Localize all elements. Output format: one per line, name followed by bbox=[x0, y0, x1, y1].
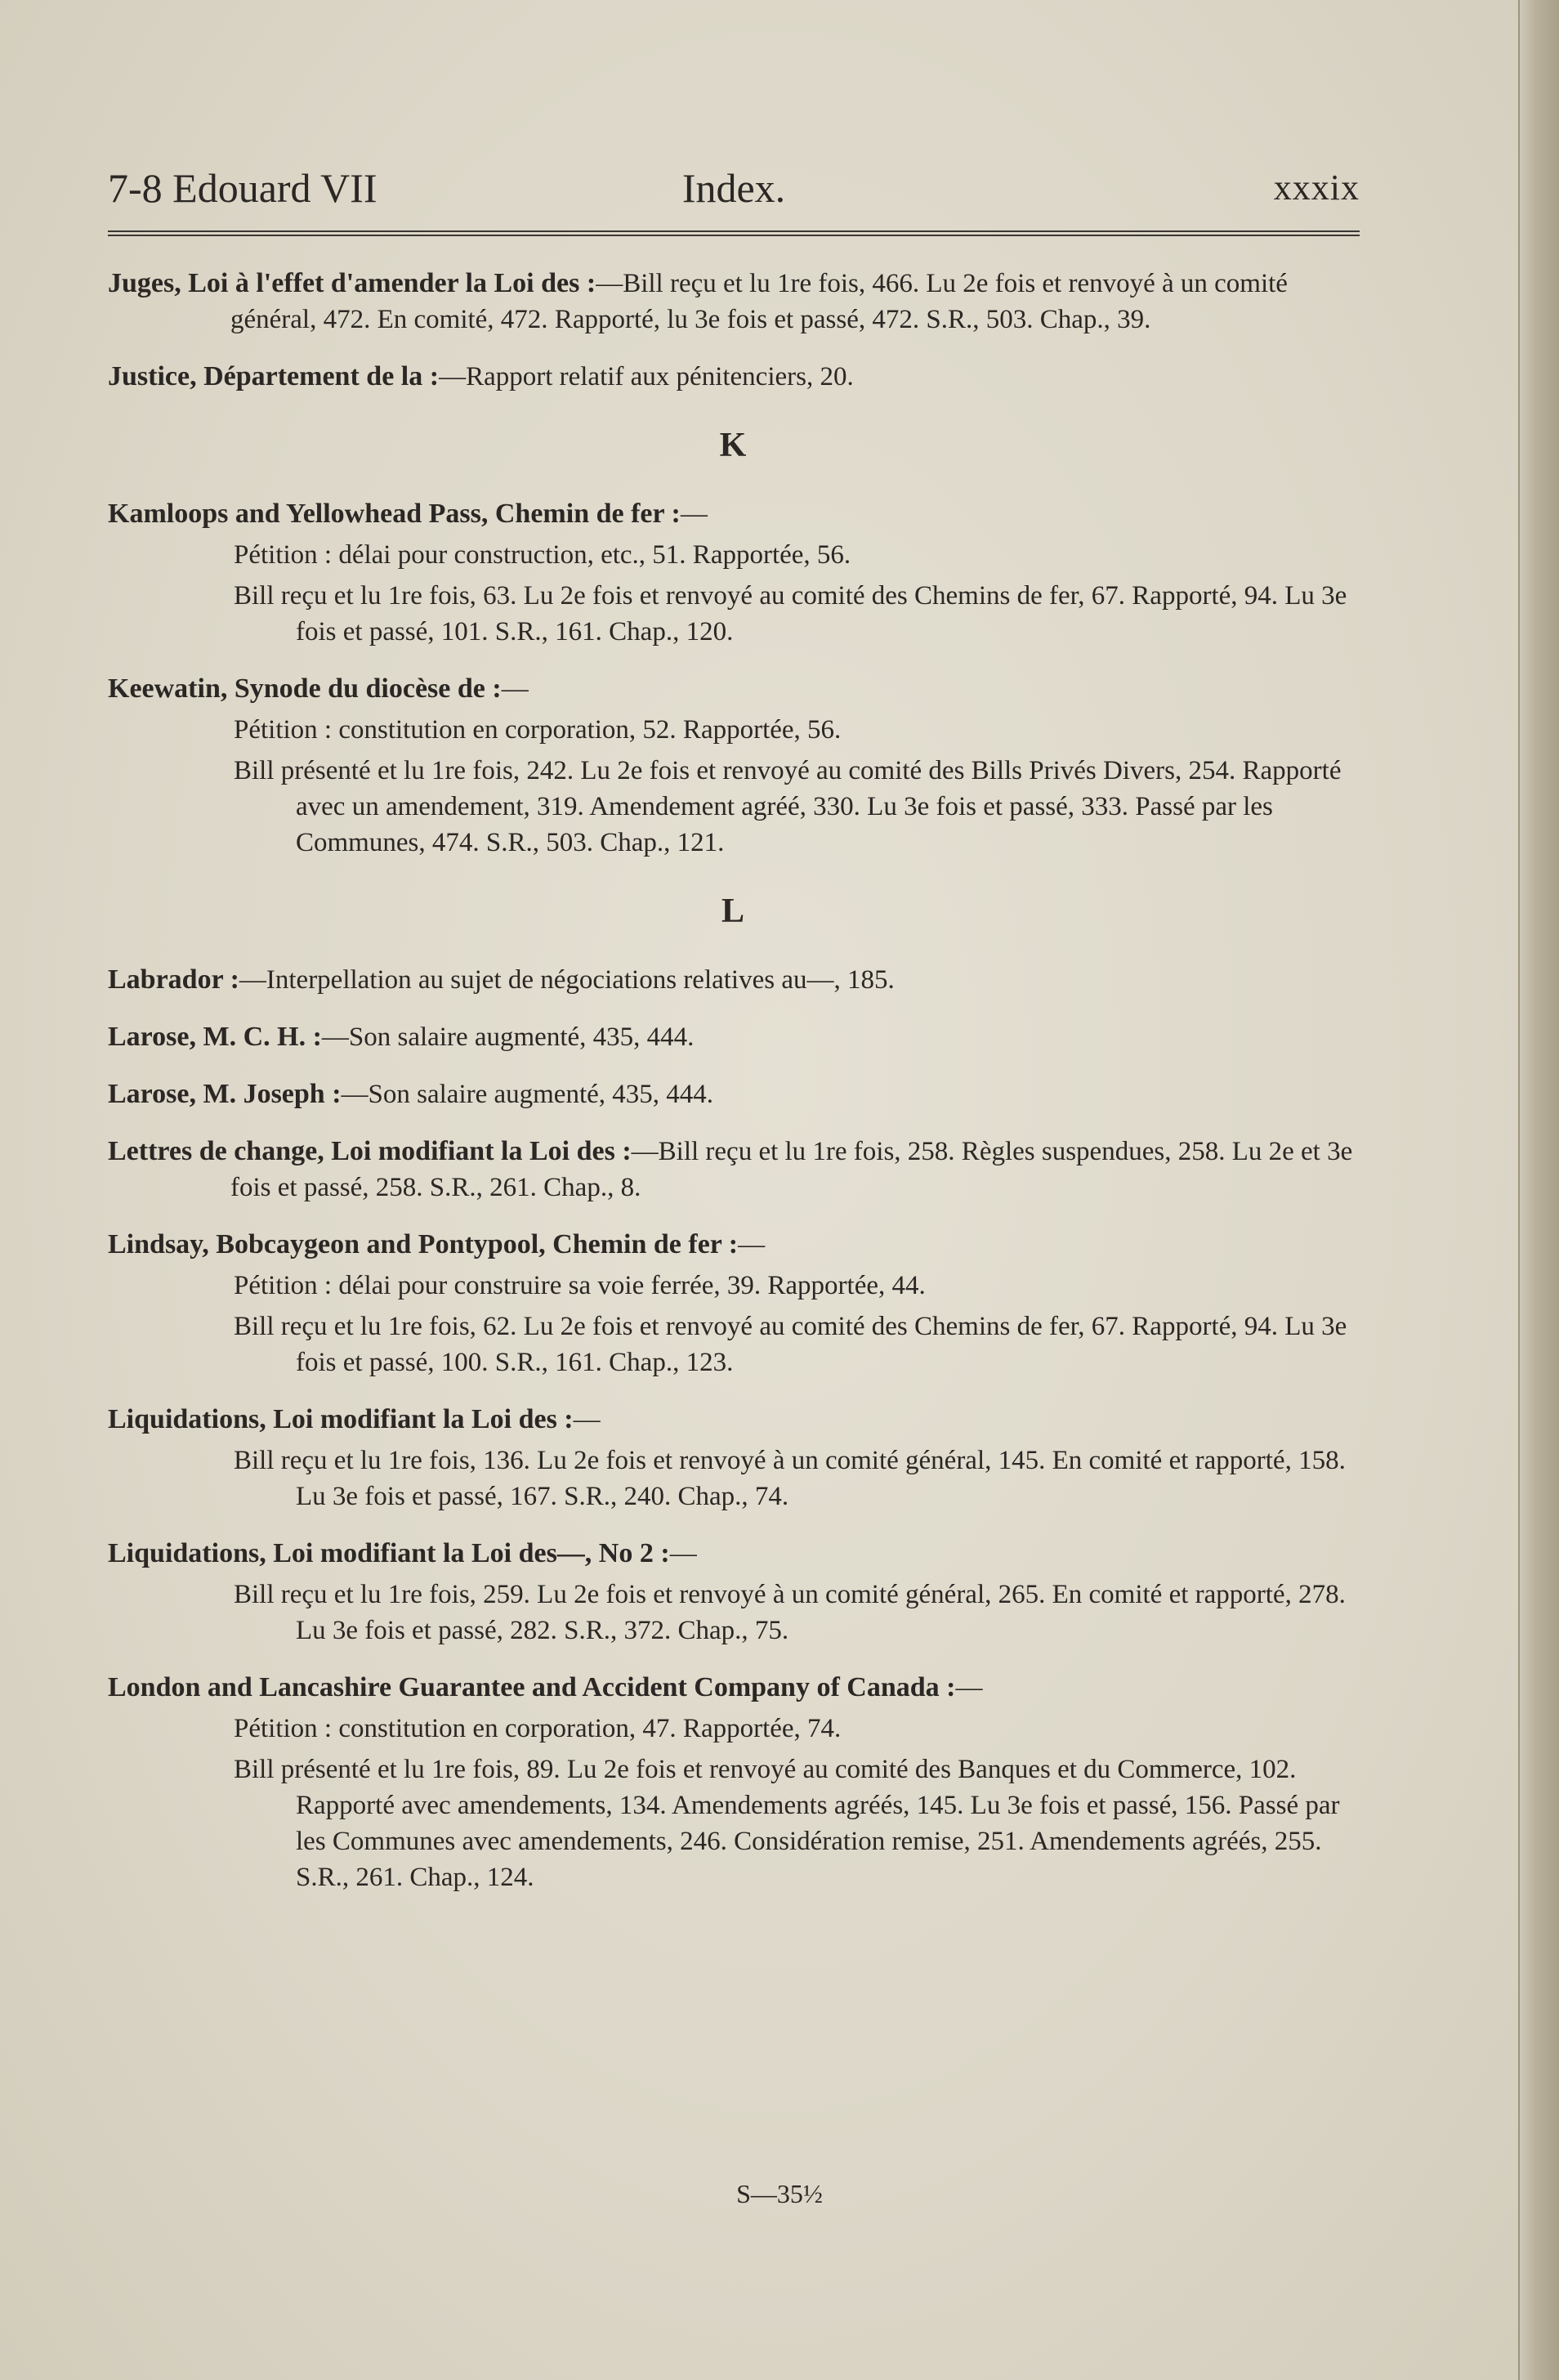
index-entry bbox=[108, 1227, 1360, 1380]
entry-line bbox=[108, 1670, 1360, 1706]
entry-heading: Larose, M. Joseph : bbox=[108, 1079, 342, 1109]
entry-text: — bbox=[573, 1405, 601, 1434]
running-head-page-number: xxxix bbox=[1273, 168, 1360, 208]
entry-line bbox=[108, 1402, 1360, 1438]
index-entry bbox=[108, 1670, 1360, 1895]
entry-text: — bbox=[955, 1673, 983, 1702]
index-entry bbox=[108, 1402, 1360, 1514]
entry-line bbox=[108, 266, 1360, 338]
index-entry bbox=[108, 671, 1360, 861]
entry-subitem: Bill reçu et lu 1re fois, 63. Lu 2e fois et renvoyé au comité des Chemins de fer, 67. Rapporté, 94. Lu 3e fois et passé, 101. S.R., 161. Chap., 120. bbox=[234, 581, 1347, 646]
entry-line bbox=[108, 1134, 1360, 1206]
entry-heading: Juges, Loi à l'effet d'amender la Loi des : bbox=[108, 268, 596, 298]
running-head-title: Index. bbox=[681, 165, 786, 211]
index-entries bbox=[108, 266, 1360, 1895]
entry-line bbox=[108, 1536, 1360, 1572]
entry-text: —Bill reçu et lu 1re fois, 466. Lu 2e fois et renvoyé à un comité général, 472. En comité, 472. Rapporté, lu 3e fois et passé, 472. S.R., 503. Chap., 39. bbox=[230, 269, 1288, 334]
entry-heading: Kamloops and Yellowhead Pass, Chemin de fer : bbox=[108, 499, 681, 529]
entry-line bbox=[108, 1019, 1360, 1055]
index-entry bbox=[108, 359, 1360, 395]
page-content bbox=[108, 155, 1360, 1917]
entry-text: —Bill reçu et lu 1re fois, 258. Règles suspendues, 258. Lu 2e et 3e fois et passé, 258. S.R., 261. Chap., 8. bbox=[230, 1137, 1353, 1202]
entry-heading: Labrador : bbox=[108, 964, 239, 995]
index-entry bbox=[108, 496, 1360, 650]
entry-heading: Liquidations, Loi modifiant la Loi des : bbox=[108, 1404, 574, 1434]
entry-text: — bbox=[738, 1230, 766, 1259]
entry-heading: London and Lancashire Guarantee and Accident Company of Canada : bbox=[108, 1672, 956, 1702]
page-binding-edge bbox=[1518, 0, 1559, 2380]
index-entry bbox=[108, 1536, 1360, 1649]
entry-heading: Keewatin, Synode du diocèse de : bbox=[108, 673, 502, 704]
entry-text: — bbox=[680, 499, 708, 529]
entry-line bbox=[108, 671, 1360, 707]
index-entry bbox=[108, 1134, 1360, 1206]
entry-line bbox=[108, 359, 1360, 395]
entry-line bbox=[108, 962, 1360, 998]
entry-subitem: Pétition : constitution en corporation, 47. Rapportée, 74. bbox=[234, 1714, 842, 1743]
entry-heading: Liquidations, Loi modifiant la Loi des—, No 2 : bbox=[108, 1538, 670, 1568]
running-head-volume: 7-8 Edouard VII bbox=[108, 165, 377, 211]
entry-subitem: Pétition : délai pour construire sa voie ferrée, 39. Rapportée, 44. bbox=[234, 1271, 926, 1300]
entry-subitem: Bill reçu et lu 1re fois, 259. Lu 2e fois et renvoyé à un comité général, 265. En comité et rapporté, 278. Lu 3e fois et passé, 282. S.R., 372. Chap., 75. bbox=[234, 1580, 1346, 1645]
footer-folio: S—35½ bbox=[736, 2179, 823, 2208]
entry-line bbox=[108, 1076, 1360, 1112]
entry-subitem: Pétition : délai pour construction, etc., 51. Rapportée, 56. bbox=[234, 540, 851, 570]
section-letter: K bbox=[719, 427, 748, 464]
index-entry bbox=[108, 962, 1360, 998]
running-head bbox=[108, 155, 1360, 221]
entry-text: —Interpellation au sujet de négociations relatives au—, 185. bbox=[239, 965, 895, 995]
entry-heading: Lindsay, Bobcaygeon and Pontypool, Chemin de fer : bbox=[108, 1229, 739, 1259]
entry-text: —Rapport relatif aux pénitenciers, 20. bbox=[439, 362, 854, 391]
entry-subitem: Bill reçu et lu 1re fois, 136. Lu 2e fois et renvoyé à un comité général, 145. En comité et rapporté, 158. Lu 3e fois et passé, 167. S.R., 240. Chap., 74. bbox=[234, 1446, 1346, 1511]
entry-text: — bbox=[501, 674, 529, 704]
section-letter: L bbox=[721, 892, 746, 930]
entry-subitem: Pétition : constitution en corporation, 52. Rapportée, 56. bbox=[234, 715, 842, 745]
index-entry bbox=[108, 266, 1360, 338]
entry-text: — bbox=[669, 1539, 697, 1568]
entry-line bbox=[108, 496, 1360, 532]
entry-subitem: Bill reçu et lu 1re fois, 62. Lu 2e fois et renvoyé au comité des Chemins de fer, 67. Rapporté, 94. Lu 3e fois et passé, 100. S.R., 161. Chap., 123. bbox=[234, 1312, 1347, 1377]
entry-text: —Son salaire augmenté, 435, 444. bbox=[341, 1080, 714, 1109]
entry-line bbox=[108, 1227, 1360, 1263]
index-entry bbox=[108, 1076, 1360, 1112]
entry-subitem: Bill présenté et lu 1re fois, 242. Lu 2e fois et renvoyé au comité des Bills Privés Divers, 254. Rapporté avec un amendement, 319. Amendement agréé, 330. Lu 3e fois et passé, 333. Passé par les Communes, 474. S.R., 503. Chap., 121. bbox=[234, 756, 1342, 857]
entry-heading: Larose, M. C. H. : bbox=[108, 1022, 322, 1052]
entry-text: —Son salaire augmenté, 435, 444. bbox=[321, 1022, 695, 1052]
entry-heading: Justice, Département de la : bbox=[108, 361, 440, 391]
header-double-rule bbox=[108, 230, 1360, 236]
entry-heading: Lettres de change, Loi modifiant la Loi des : bbox=[108, 1136, 632, 1166]
entry-subitem: Bill présenté et lu 1re fois, 89. Lu 2e fois et renvoyé au comité des Banques et du Commerce, 102. Rapporté avec amendements, 134. Amendements agréés, 145. Lu 3e fois et passé, 156. Passé par les Communes avec amendements, 246. Considération remise, 251. Amendements agréés, 255. S.R., 261. Chap., 124. bbox=[234, 1755, 1340, 1892]
index-entry bbox=[108, 1019, 1360, 1055]
